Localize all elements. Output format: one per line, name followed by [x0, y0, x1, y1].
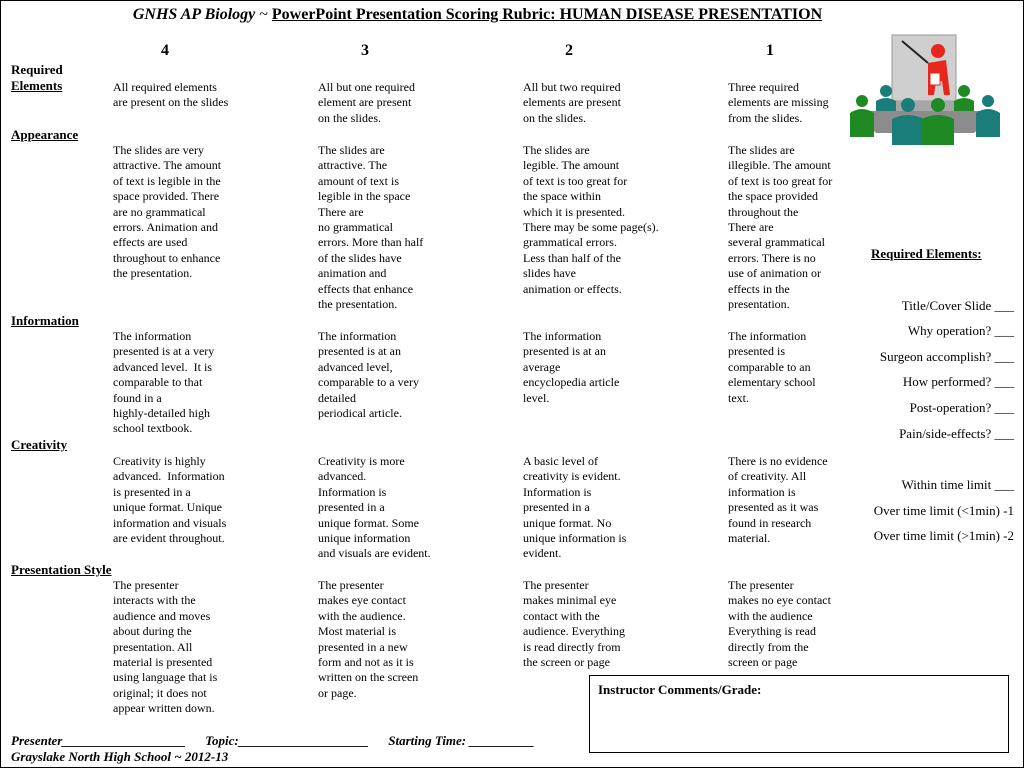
rubric-cell-line: attractive. The	[318, 158, 388, 173]
rubric-cell-line: evident.	[523, 546, 562, 561]
rubric-cell-line: presented in a	[523, 500, 590, 515]
rubric-cell-line: Less than half of the	[523, 250, 621, 265]
rubric-cell-line: Creativity is more	[318, 454, 405, 468]
required-item: Title/Cover Slide ___	[901, 298, 1014, 313]
rubric-cell-line: the presentation.	[318, 297, 398, 312]
rubric-cell-line: audience. Everything	[523, 624, 625, 639]
rubric-cell-line: There are	[728, 220, 774, 235]
criterion-label: Creativity	[11, 437, 68, 452]
rubric-cell-line: found in research	[728, 515, 812, 530]
required-item: Surgeon accomplish? ___	[879, 349, 1014, 364]
rubric-cell-line: screen or page	[728, 655, 798, 670]
time-limit-item: Within time limit ___	[901, 477, 1014, 492]
rubric-cell-line: comparable to an	[728, 359, 811, 374]
rubric-cell-line: presentation. All	[113, 639, 193, 654]
rubric-cell-line: form and not as it is	[318, 655, 414, 670]
criterion-creativity	[11, 437, 67, 453]
rubric-cell-line: of text is too great for	[523, 173, 628, 188]
rubric-cell-line: material is presented	[113, 655, 213, 670]
rubric-cell-required-score-4	[113, 80, 228, 111]
rubric-cell-line: are evident throughout.	[113, 531, 225, 546]
required-item: Post-operation? ___	[909, 400, 1014, 415]
rubric-cell-line: presentation.	[728, 297, 790, 312]
rubric-cell-line: are no grammatical	[113, 204, 206, 219]
criterion-presentation-style	[11, 562, 112, 578]
rubric-cell-line: advanced level. It is	[113, 359, 212, 374]
rubric-cell-line: on the slides.	[523, 110, 586, 125]
rubric-cell-line: level.	[523, 390, 550, 405]
rubric-cell-line: elementary school	[728, 375, 816, 390]
required-item: Pain/side-effects? ___	[899, 426, 1014, 441]
rubric-cell-creativity-score-1	[728, 454, 828, 546]
rubric-cell-line: are present on the slides	[113, 95, 229, 110]
rubric-cell-line: is presented in a	[113, 484, 191, 499]
rubric-cell-line: makes minimal eye	[523, 593, 617, 608]
time-limit-item: Over time limit (<1min) -1	[873, 503, 1014, 518]
page-title	[1, 6, 954, 24]
rubric-cell-line: effects are used	[113, 235, 188, 250]
rubric-cell-line: The slides are	[318, 143, 385, 157]
rubric-cell-line: illegible. The amount	[728, 158, 831, 173]
rubric-cell-required-score-1	[728, 80, 829, 126]
rubric-cell-line: attractive. The amount	[113, 158, 222, 173]
rubric-cell-line: from the slides.	[728, 110, 803, 125]
criterion-label: Presentation Style	[11, 562, 112, 577]
rubric-cell-line: using language that is	[113, 670, 218, 685]
rubric-cell-line: periodical article.	[318, 406, 402, 421]
rubric-cell-line: comparable to a very	[318, 375, 419, 390]
rubric-cell-line: amount of text is	[318, 173, 399, 188]
rubric-title: PowerPoint Presentation Scoring Rubric:	[271, 6, 556, 23]
rubric-cell-appearance-score-3	[318, 143, 423, 312]
course-name: GNHS AP Biology	[132, 6, 256, 23]
rubric-cell-line: There may be some page(s).	[523, 220, 659, 235]
score-header-3: 3	[361, 42, 369, 59]
rubric-cell-line: detailed	[318, 390, 356, 405]
criterion-label: Required	[11, 62, 63, 77]
rubric-cell-presentation-style-score-3	[318, 578, 418, 701]
rubric-cell-line: Everything is read	[728, 624, 816, 639]
rubric-cell-line: on the slides.	[318, 110, 381, 125]
rubric-cell-line: of text is legible in the	[113, 173, 221, 188]
rubric-cell-line: throughout the	[728, 204, 799, 219]
rubric-cell-line: elements are missing	[728, 95, 829, 110]
rubric-cell-creativity-score-2	[523, 454, 626, 562]
rubric-cell-line: the presentation.	[113, 266, 193, 281]
rubric-cell-line: grammatical errors.	[523, 235, 617, 250]
rubric-cell-line: creativity is evident.	[523, 469, 621, 484]
rubric-cell-line: material.	[728, 531, 771, 546]
rubric-cell-line: presented is at an	[318, 344, 401, 359]
required-item: Why operation? ___	[907, 323, 1014, 338]
rubric-cell-line: The information	[113, 329, 192, 343]
rubric-cell-line: legible. The amount	[523, 158, 620, 173]
rubric-cell-line: information and visuals	[113, 515, 227, 530]
footer-fields	[11, 733, 534, 749]
rubric-cell-line: The slides are very	[113, 143, 204, 157]
rubric-cell-line: The presenter	[113, 578, 179, 592]
rubric-cell-line: information is	[728, 484, 796, 499]
rubric-cell-line: errors. Animation and	[113, 220, 218, 235]
rubric-cell-line: There are	[318, 204, 364, 219]
rubric-cell-line: unique information	[318, 531, 411, 546]
instructor-comments-box[interactable]	[589, 675, 1009, 753]
rubric-cell-line: All but one required	[318, 80, 415, 94]
rubric-cell-line: comparable to that	[113, 375, 203, 390]
rubric-cell-line: presented is	[728, 344, 785, 359]
rubric-cell-line: The presenter	[318, 578, 384, 592]
rubric-cell-line: unique format. No	[523, 515, 612, 530]
rubric-cell-presentation-style-score-1	[728, 578, 831, 670]
rubric-cell-line: presented is at a very	[113, 344, 215, 359]
rubric-cell-line: several grammatical	[728, 235, 825, 250]
rubric-cell-line: element are present	[318, 95, 412, 110]
rubric-cell-line: The presenter	[728, 578, 794, 592]
rubric-cell-line: throughout to enhance	[113, 250, 221, 265]
rubric-cell-line: text.	[728, 390, 749, 405]
presenter-audience-icon	[846, 33, 1004, 151]
rubric-cell-line: effects in the	[728, 281, 790, 296]
rubric-cell-information-score-3	[318, 329, 419, 421]
rubric-cell-line: of creativity. All	[728, 469, 807, 484]
rubric-cell-line: unique information is	[523, 531, 627, 546]
rubric-cell-line: A basic level of	[523, 454, 598, 468]
rubric-cell-line: presented in a	[318, 500, 385, 515]
criterion-appearance	[11, 127, 78, 143]
rubric-cell-line: The information	[318, 329, 397, 343]
rubric-cell-line: contact with the	[523, 608, 600, 623]
topic-title: HUMAN DISEASE PRESENTATION	[559, 6, 823, 23]
rubric-cell-line: Most material is	[318, 624, 396, 639]
criterion-information	[11, 313, 79, 329]
rubric-cell-line: encyclopedia article	[523, 375, 620, 390]
rubric-cell-line: Information is	[523, 484, 592, 499]
rubric-cell-information-score-2	[523, 329, 619, 406]
rubric-cell-line: Information is	[318, 484, 387, 499]
rubric-cell-line: unique format. Unique	[113, 500, 222, 515]
rubric-cell-creativity-score-4	[113, 454, 226, 546]
rubric-cell-line: All but two required	[523, 80, 621, 94]
criterion-required-elements	[11, 62, 63, 93]
rubric-cell-presentation-style-score-4	[113, 578, 217, 717]
rubric-cell-line: Three required	[728, 80, 799, 94]
starting-time-field[interactable]: Starting Time: __________	[388, 733, 535, 748]
rubric-cell-line: advanced. Information	[113, 469, 225, 484]
rubric-cell-line: effects that enhance	[318, 281, 414, 296]
criterion-label: Information	[11, 313, 79, 328]
rubric-cell-line: audience and moves	[113, 608, 211, 623]
rubric-cell-line: school textbook.	[113, 421, 193, 436]
rubric-cell-line: The information	[728, 329, 807, 343]
topic-field[interactable]: Topic:____________________	[205, 733, 369, 748]
rubric-cell-line: legible in the space	[318, 189, 411, 204]
rubric-cell-information-score-4	[113, 329, 214, 437]
rubric-cell-line: or page.	[318, 685, 357, 700]
rubric-cell-appearance-score-4	[113, 143, 221, 282]
rubric-cell-line: with the audience.	[318, 608, 406, 623]
rubric-cell-line: appear written down.	[113, 701, 215, 716]
rubric-cell-line: the space provided	[728, 189, 818, 204]
rubric-cell-line: interacts with the	[113, 593, 196, 608]
rubric-cell-line: presented as it was	[728, 500, 819, 515]
rubric-cell-line: about during the	[113, 624, 192, 639]
rubric-cell-line: animation and	[318, 266, 387, 281]
rubric-cell-line: makes eye contact	[318, 593, 406, 608]
rubric-cell-line: advanced.	[318, 469, 367, 484]
rubric-cell-required-score-3	[318, 80, 415, 126]
rubric-cell-line: The slides are	[728, 143, 795, 157]
rubric-cell-line: animation or effects.	[523, 281, 622, 296]
rubric-cell-line: advanced level,	[318, 359, 393, 374]
rubric-cell-line: original; it does not	[113, 685, 207, 700]
rubric-cell-line: presented in a new	[318, 639, 408, 654]
score-header-4: 4	[161, 42, 169, 59]
rubric-cell-line: highly-detailed high	[113, 406, 210, 421]
rubric-cell-line: All required elements	[113, 80, 217, 94]
rubric-cell-line: The information	[523, 329, 602, 343]
criterion-label: Elements	[11, 77, 63, 93]
rubric-cell-line: makes no eye contact	[728, 593, 831, 608]
rubric-cell-line: errors. More than half	[318, 235, 424, 250]
rubric-cell-line: Creativity is highly	[113, 454, 206, 468]
score-header-1: 1	[766, 42, 774, 59]
rubric-cell-line: and visuals are evident.	[318, 546, 431, 561]
rubric-cell-line: unique format. Some	[318, 515, 419, 530]
rubric-cell-line: There is no evidence	[728, 454, 828, 468]
instructor-comments-label: Instructor Comments/Grade:	[598, 682, 762, 697]
time-limit-item: Over time limit (>1min) -2	[873, 528, 1014, 543]
score-header-2: 2	[565, 42, 573, 59]
presenter-field[interactable]: Presenter___________________	[11, 733, 186, 748]
rubric-cell-line: of the slides have	[318, 250, 402, 265]
rubric-cell-information-score-1	[728, 329, 816, 406]
required-elements-title: Required Elements:	[871, 246, 982, 261]
rubric-cell-required-score-2	[523, 80, 621, 126]
rubric-cell-line: found in a	[113, 390, 162, 405]
school-footer: Grayslake North High School ~ 2012-13	[11, 749, 229, 764]
rubric-cell-line: no grammatical	[318, 220, 393, 235]
rubric-cell-line: the screen or page	[523, 655, 610, 670]
rubric-cell-line: average	[523, 359, 561, 374]
rubric-cell-line: the space within	[523, 189, 601, 204]
rubric-cell-line: with the audience	[728, 608, 813, 623]
rubric-cell-line: use of animation or	[728, 266, 821, 281]
rubric-cell-line: directly from the	[728, 639, 809, 654]
title-separator: ~	[255, 6, 272, 23]
rubric-cell-line: elements are present	[523, 95, 621, 110]
rubric-cell-line: The presenter	[523, 578, 589, 592]
rubric-cell-line: space provided. There	[113, 189, 220, 204]
rubric-cell-presentation-style-score-2	[523, 578, 625, 670]
required-item: How performed? ___	[902, 374, 1014, 389]
rubric-cell-line: slides have	[523, 266, 576, 281]
rubric-cell-line: errors. There is no	[728, 250, 816, 265]
rubric-cell-appearance-score-2	[523, 143, 659, 297]
rubric-cell-line: written on the screen	[318, 670, 419, 685]
rubric-cell-creativity-score-3	[318, 454, 431, 562]
rubric-cell-line: The slides are	[523, 143, 590, 157]
rubric-cell-line: is read directly from	[523, 639, 621, 654]
rubric-cell-line: which it is presented.	[523, 204, 625, 219]
rubric-cell-line: of text is too great for	[728, 173, 833, 188]
rubric-cell-line: presented is at an	[523, 344, 606, 359]
criterion-label: Appearance	[11, 127, 79, 142]
rubric-cell-appearance-score-1	[728, 143, 832, 312]
